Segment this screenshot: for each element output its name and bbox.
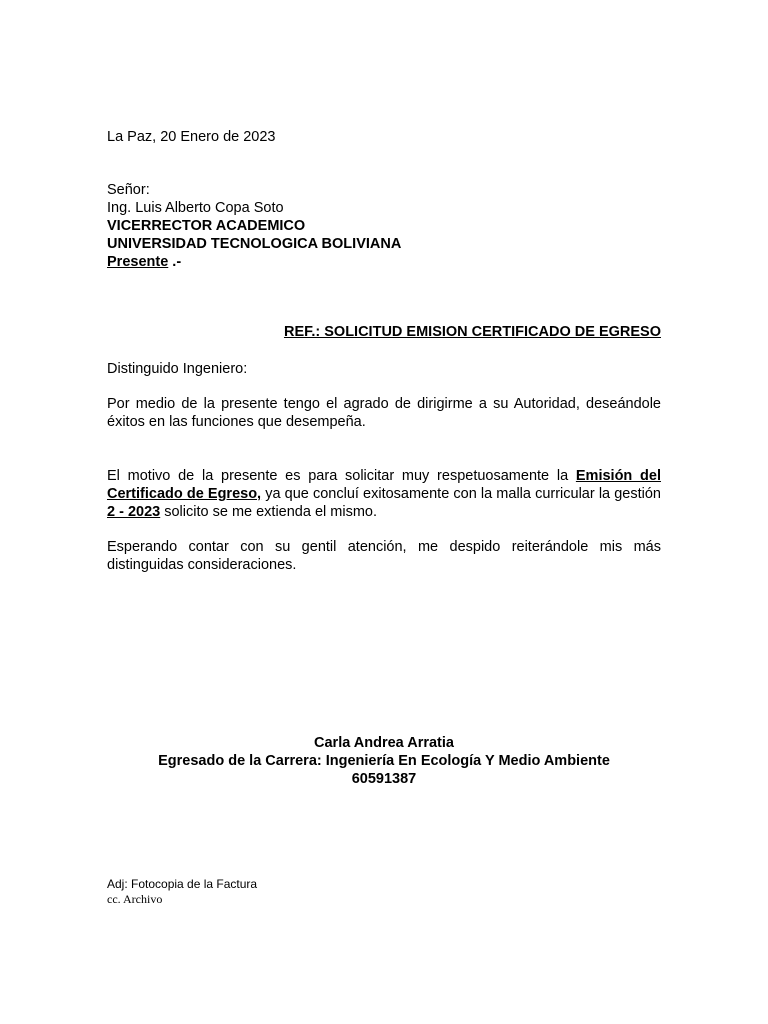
recipient-institution: UNIVERSIDAD TECNOLOGICA BOLIVIANA (107, 236, 402, 252)
paragraph-2-part2: ya que concluí exitosamente con la malla curricular la gestión (261, 486, 661, 502)
signature-id: 60591387 (351, 771, 417, 787)
reference-line: REF.: SOLICITUD EMISION CERTIFICADO DE EGRESO (283, 324, 661, 340)
paragraph-2 (107, 467, 661, 521)
signature-name: Carla Andrea Arratia (314, 735, 454, 751)
paragraph-3: Esperando contar con su gentil atención, me despido reiterándole mis más distinguidas consideraciones. (107, 539, 661, 573)
paragraph-1: Por medio de la presente tengo el agrado de dirigirme a su Autoridad, deseándole éxitos en las funciones que desempeña. (107, 396, 661, 430)
paragraph-2-emphasis-term: 2 - 2023 (107, 504, 161, 520)
presente-line (107, 253, 181, 271)
cc-note: cc. Archivo (107, 892, 163, 906)
presente-word: Presente (107, 254, 169, 270)
signature-title: Egresado de la Carrera: Ingeniería En Ecología Y Medio Ambiente (158, 753, 610, 769)
recipient-name: Ing. Luis Alberto Copa Soto (107, 200, 284, 216)
presente-suffix: .- (168, 254, 182, 270)
paragraph-2-part3: solicito se me extienda el mismo. (160, 504, 377, 520)
paragraph-2-emphasis-certificate: Emisión del Certificado de Egreso, (107, 468, 661, 502)
recipient-salutation: Señor: (107, 182, 150, 198)
greeting: Distinguido Ingeniero: (107, 361, 248, 377)
recipient-position: VICERRECTOR ACADEMICO (107, 218, 306, 234)
attachment-note: Adj: Fotocopia de la Factura (107, 877, 258, 891)
paragraph-2-part1: El motivo de la presente es para solicitar muy respetuosamente la (107, 468, 576, 484)
place-date: La Paz, 20 Enero de 2023 (107, 129, 276, 145)
